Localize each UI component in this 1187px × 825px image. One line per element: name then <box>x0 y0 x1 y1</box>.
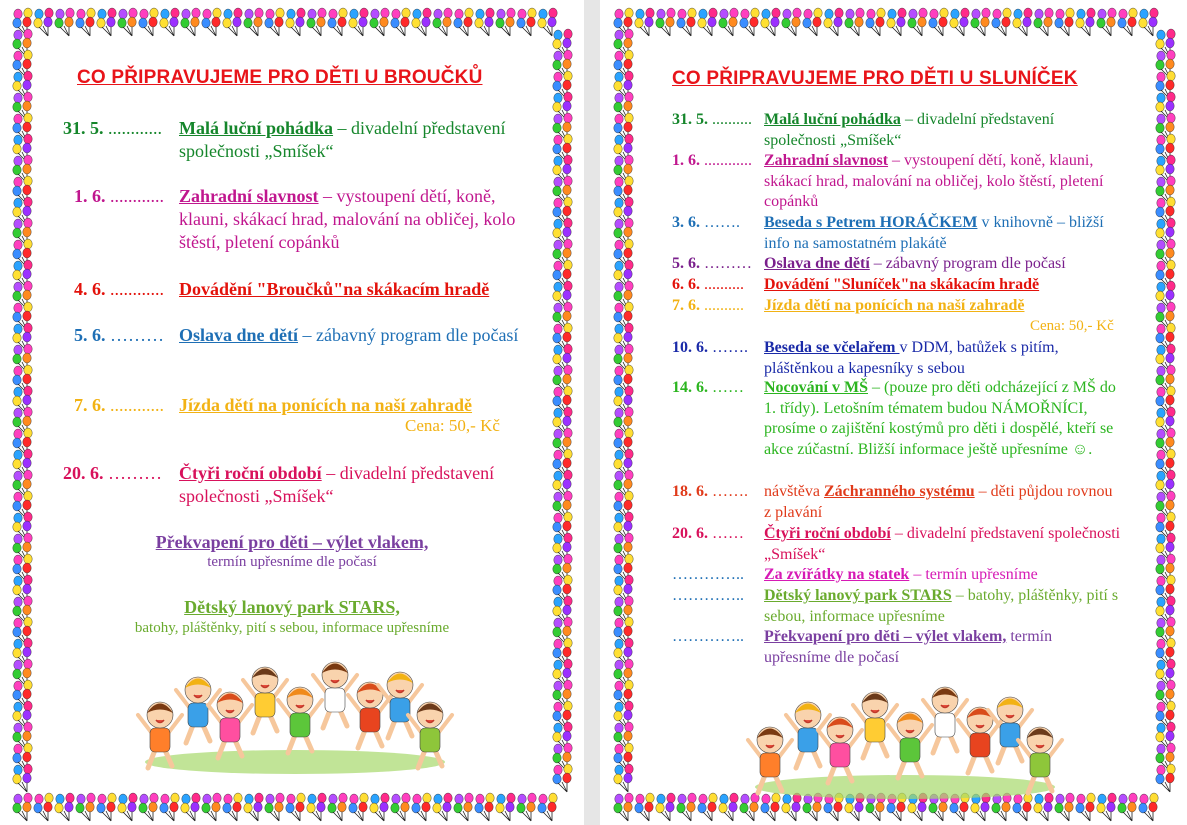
event-row <box>672 565 1122 586</box>
event-date-text: 6. 6. <box>672 276 700 293</box>
event-detail: – divadelní představení společnosti „Smíšek“ <box>764 111 1055 149</box>
event-detail: – divadelní představení společnosti „Smíšek“ <box>764 525 1121 563</box>
event-description <box>764 110 1122 151</box>
event-dots: ……… <box>105 325 164 345</box>
page-title: CO PŘIPRAVUJEME PRO DĚTI U SLUNÍČEK <box>672 68 1078 89</box>
event-date-text: 5. 6. <box>74 325 106 345</box>
event-dots: ............ <box>700 152 752 169</box>
event-name: Záchranného systému <box>823 483 975 500</box>
event-name: Jízda dětí na ponících na naší zahradě <box>764 297 1025 314</box>
event-row <box>672 213 1122 255</box>
event-dots: ............ <box>105 395 164 415</box>
event-description <box>179 324 534 347</box>
event-date <box>672 378 744 399</box>
jumping-kids-illustration <box>130 640 460 775</box>
event-name: Beseda se včelařem <box>764 339 900 356</box>
event-row <box>672 254 1122 275</box>
event-date <box>672 524 744 545</box>
event-date <box>672 110 752 131</box>
event-dots: ............ <box>105 186 164 206</box>
event-date-text: 14. 6. <box>672 379 708 396</box>
event-name: Čtyři roční období <box>764 525 891 542</box>
event-detail: v knihovně – bližší info na samostatném plakátě <box>764 214 1104 252</box>
event-name: Jízda dětí na ponících na naší zahradě <box>179 395 473 415</box>
event-description <box>764 378 1122 460</box>
event-detail: – (pouze pro děti odcházející z MŠ do 1. třídy). Letošním tématem budou NÁMOŘNÍCI, prosíme o zajištění kostýmů pro děti i dospělé, kteří se akce zúčastní. Bližší informace ještě upřesníme ☺. <box>764 379 1116 458</box>
event-prefix: návštěva <box>764 483 824 500</box>
event-dots: ……… <box>700 255 752 272</box>
jumping-kids-illustration <box>740 665 1070 800</box>
event-date-text: 18. 6. <box>672 483 708 500</box>
event-row <box>672 110 1122 152</box>
event-row <box>672 482 1122 524</box>
event-row <box>672 586 1122 628</box>
event-dots: …… <box>708 379 744 396</box>
event-name: Zahradní slavnost <box>764 152 889 169</box>
event-name: Za zvířátky na statek <box>764 566 910 583</box>
park-title: Dětský lanový park STARS, <box>184 597 400 617</box>
event-dots: ............ <box>105 279 164 299</box>
event-description <box>764 482 1122 523</box>
event-description <box>179 394 534 417</box>
event-name: Malá luční pohádka <box>179 118 334 138</box>
event-description <box>764 254 1122 275</box>
event-dots: .......... <box>700 276 744 293</box>
event-row <box>74 278 534 304</box>
event-date-text: 7. 6. <box>74 395 106 415</box>
event-detail: – zábavný program dle počasí <box>298 325 519 345</box>
event-date <box>672 151 752 172</box>
event-description <box>179 278 534 301</box>
event-dots: ……. <box>708 339 748 356</box>
event-date-text: 31. 5. <box>672 111 708 128</box>
event-description <box>179 185 534 254</box>
event-description <box>764 213 1122 254</box>
event-detail: termín upřesníme dle počasí <box>764 628 1053 666</box>
event-date <box>672 213 740 234</box>
event-detail: – vystoupení dětí, koně, klauni, skákací hrad, malování na obličej, kolo štěstí, pletení copánků <box>179 186 516 252</box>
event-name: Překvapení pro děti – výlet vlakem, <box>764 628 1007 645</box>
event-name: Beseda s Petrem HORÁČKEM <box>764 214 978 231</box>
event-name: Dovádění "Broučků"na skákacím hradě <box>179 279 490 299</box>
event-row <box>672 627 1122 669</box>
event-dots: .......... <box>700 297 744 314</box>
event-detail: – termín upřesníme <box>909 566 1038 583</box>
event-date <box>672 296 744 317</box>
event-detail: – batohy, pláštěnky, pití s sebou, informace upřesníme <box>764 587 1119 625</box>
event-date <box>672 275 744 296</box>
event-row <box>74 185 534 260</box>
event-date <box>74 185 164 208</box>
event-dots: ………….. <box>672 587 744 604</box>
price-label: Cena: 50,- Kč <box>405 416 500 435</box>
event-description <box>764 524 1122 565</box>
event-row <box>672 296 1122 317</box>
event-date <box>672 565 744 586</box>
event-date <box>672 338 748 359</box>
event-date-text: 3. 6. <box>672 214 700 231</box>
right-page <box>600 0 1187 825</box>
event-dots: …… <box>708 525 744 542</box>
event-description <box>179 117 533 163</box>
event-detail: v DDM, batůžek s pitím, pláštěnkou a kapesníky s sebou <box>764 339 1059 377</box>
event-date-text: 1. 6. <box>74 186 106 206</box>
event-name: Zahradní slavnost <box>179 186 319 206</box>
event-date <box>672 254 752 275</box>
event-dots: ………….. <box>672 566 744 583</box>
event-description <box>764 338 1122 379</box>
event-row <box>672 378 1122 482</box>
event-date-text: 10. 6. <box>672 339 708 356</box>
event-date <box>672 627 744 648</box>
event-detail: – vystoupení dětí, koně, klauni, skákací hrad, malování na obličej, kolo štěstí, pletení copánků <box>764 152 1104 210</box>
event-date-text: 1. 6. <box>672 152 700 169</box>
event-date-text: 31. 5. <box>63 118 104 138</box>
event-description <box>764 565 1122 586</box>
event-date <box>74 324 164 347</box>
event-row <box>672 275 1122 296</box>
event-date <box>74 394 164 417</box>
event-date <box>672 482 748 503</box>
event-date <box>74 278 164 301</box>
event-date <box>63 117 162 140</box>
event-row <box>63 117 533 167</box>
surprise-subtitle: termín upřesníme dle počasí <box>207 554 377 570</box>
event-description <box>764 275 1122 296</box>
event-dots: .......... <box>708 111 752 128</box>
event-name: Dětský lanový park STARS <box>764 587 952 604</box>
event-description <box>764 296 1122 317</box>
event-date-text: 20. 6. <box>63 463 104 483</box>
event-description <box>764 586 1122 627</box>
park-subtitle: batohy, pláštěnky, pití s sebou, informace upřesníme <box>134 620 450 636</box>
event-date <box>672 586 744 607</box>
surprise-title: Překvapení pro děti – výlet vlakem, <box>155 532 429 552</box>
event-detail: – divadelní představení společnosti „Smíšek“ <box>179 118 506 161</box>
event-row <box>672 338 1122 380</box>
event-detail: – zábavný program dle počasí <box>869 255 1066 272</box>
event-date-text: 5. 6. <box>672 255 700 272</box>
event-date-text: 4. 6. <box>74 279 106 299</box>
event-description <box>764 151 1122 213</box>
event-row <box>74 324 534 374</box>
event-row <box>672 524 1122 566</box>
event-name: Oslava dne dětí <box>179 325 299 345</box>
event-name: Nocování v MŠ <box>764 379 868 396</box>
event-dots: ……. <box>708 483 748 500</box>
event-row <box>63 462 533 512</box>
event-date-text: 7. 6. <box>672 297 700 314</box>
page-title: CO PŘIPRAVUJEME PRO DĚTI U BROUČKŮ <box>77 67 483 88</box>
event-description <box>764 627 1122 668</box>
price-label: Cena: 50,- Kč <box>1030 318 1114 334</box>
event-dots: ............ <box>103 118 162 138</box>
event-name: Dovádění "Sluníček"na skákacím hradě <box>764 276 1040 293</box>
event-description <box>179 462 533 508</box>
left-page <box>0 0 584 825</box>
event-detail: – děti půjdou rovnou z plavání <box>764 483 1113 521</box>
event-name: Čtyři roční období <box>179 463 322 483</box>
event-dots: ……… <box>103 463 162 483</box>
event-dots: ………….. <box>672 628 744 645</box>
event-date <box>63 462 162 485</box>
event-detail: – divadelní představení společnosti „Smíšek“ <box>179 463 495 506</box>
event-row <box>672 151 1122 213</box>
event-name: Malá luční pohádka <box>764 111 901 128</box>
event-name: Oslava dne dětí <box>764 255 870 272</box>
event-date-text: 20. 6. <box>672 525 708 542</box>
event-dots: ……. <box>700 214 740 231</box>
